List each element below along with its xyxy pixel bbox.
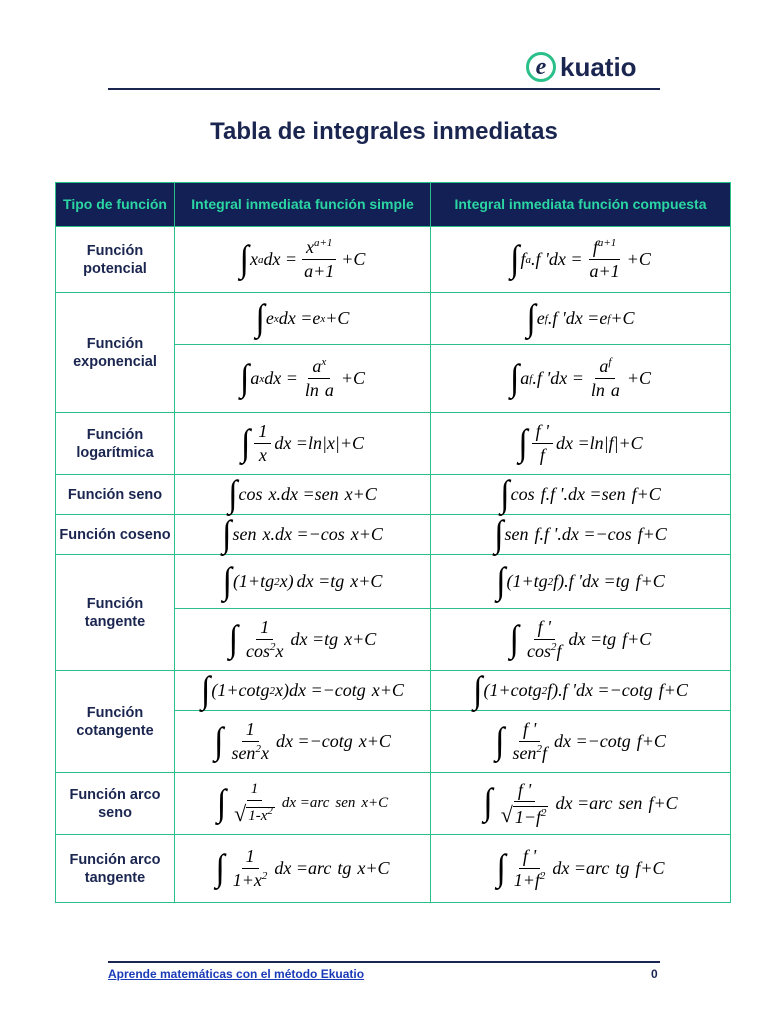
type-logaritmica: Función logarítmica	[56, 413, 175, 475]
integrals-table	[55, 182, 731, 903]
formula-exponencial-e-simple: ∫ e x dx =e x +C	[175, 293, 431, 345]
formula-coseno-simple: ∫ sen x.dx =−cos x+C	[175, 515, 431, 555]
formula-seno-simple: ∫ cos x.dx =sen x+C	[175, 475, 431, 515]
formula-exponencial-a-compuesta: ∫ a f .f 'dx = $\frac{a^f}{\text{ln a}}$ +C	[431, 345, 731, 413]
row-seno	[56, 475, 731, 515]
type-arcoseno: Función arco seno	[56, 773, 175, 835]
formula-tangente-1-compuesta: ∫ (1+tg 2 f).f 'dx =tg f+C	[431, 555, 731, 609]
row-tangente-1	[56, 555, 731, 609]
type-coseno: Función coseno	[56, 515, 175, 555]
formula-cotangente-2-compuesta: ∫ $\frac{f '}{sen^2f}$ dx =−cotg f+C	[431, 711, 731, 773]
formula-logaritmica-compuesta: ∫ $\frac{f '}{f}$ dx =ln|f|+C	[431, 413, 731, 475]
formula-seno-compuesta: ∫ cos f.f '.dx =sen f+C	[431, 475, 731, 515]
formula-exponencial-e-compuesta: ∫ e f .f 'dx =e f +C	[431, 293, 731, 345]
logo-e-mark: e	[526, 52, 556, 82]
ekuatio-logo	[526, 48, 637, 86]
formula-tangente-1-simple: ∫ (1+tg 2 x) dx =tg x+C	[175, 555, 431, 609]
formula-arcoseno-compuesta: ∫ f ' √ $1-f^2$ dx =arc sen f+C	[431, 773, 731, 835]
formula-potencial-compuesta: ∫ f a .f 'dx = $\frac{f^{a+1}}{a+1}$ +C	[431, 227, 731, 293]
type-exponencial: Función exponencial	[56, 293, 175, 413]
row-arcoseno	[56, 773, 731, 835]
formula-tangente-2-simple: ∫ $\frac{1}{\cos^2x}$ dx =tg x+C	[175, 609, 431, 671]
type-seno: Función seno	[56, 475, 175, 515]
type-potencial: Función potencial	[56, 227, 175, 293]
formula-tangente-2-compuesta: ∫ $\frac{f '}{\cos^2f}$ dx =tg f+C	[431, 609, 731, 671]
type-cotangente: Función cotangente	[56, 671, 175, 773]
formula-potencial-simple: ∫ x a dx = $\frac{x^{a+1}}{a+1}$ +C	[175, 227, 431, 293]
formula-cotangente-1-compuesta: ∫ (1+cotg 2 f).f 'dx =−cotg f+C	[431, 671, 731, 711]
header-divider	[108, 88, 660, 90]
formula-arcotangente-simple: ∫ $\frac{1}{1+x^2}$ dx =arc tg x+C	[175, 835, 431, 903]
formula-arcotangente-compuesta: ∫ $\frac{f '}{1+f^2}$ dx =arc tg f+C	[431, 835, 731, 903]
formula-logaritmica-simple: ∫ $\frac{1}{x}$ dx =ln|x|+C	[175, 413, 431, 475]
type-tangente: Función tangente	[56, 555, 175, 671]
footer-divider	[108, 961, 660, 963]
row-coseno	[56, 515, 731, 555]
row-logaritmica	[56, 413, 731, 475]
header-simple: Integral inmediata función simple	[175, 183, 431, 227]
formula-cotangente-1-simple: ∫ (1+cotg 2 x)dx =−cotg x+C	[175, 671, 431, 711]
row-cotangente-1	[56, 671, 731, 711]
row-arcotangente	[56, 835, 731, 903]
row-potencial	[56, 227, 731, 293]
formula-cotangente-2-simple: ∫ $\frac{1}{sen^2x}$ dx =−cotg x+C	[175, 711, 431, 773]
table-header-row	[56, 183, 731, 227]
formula-exponencial-a-simple: ∫ a x dx = $\frac{a^x}{\text{ln a}}$ +C	[175, 345, 431, 413]
page-number: 0	[651, 967, 658, 981]
header-tipo: Tipo de función	[56, 183, 175, 227]
formula-arcoseno-simple: ∫ 1 √ $1-x^2$ dx =arc sen x+C	[175, 773, 431, 835]
header-compuesta: Integral inmediata función compuesta	[431, 183, 731, 227]
page-title: Tabla de integrales inmediatas	[210, 118, 558, 145]
type-arcotangente: Función arco tangente	[56, 835, 175, 903]
row-exponencial-1	[56, 293, 731, 345]
ekuatio-method-link[interactable]: Aprende matemáticas con el método Ekuatio	[108, 967, 365, 981]
logo-wordmark: kuatio	[560, 51, 637, 82]
formula-coseno-compuesta: ∫ sen f.f '.dx =−cos f+C	[431, 515, 731, 555]
